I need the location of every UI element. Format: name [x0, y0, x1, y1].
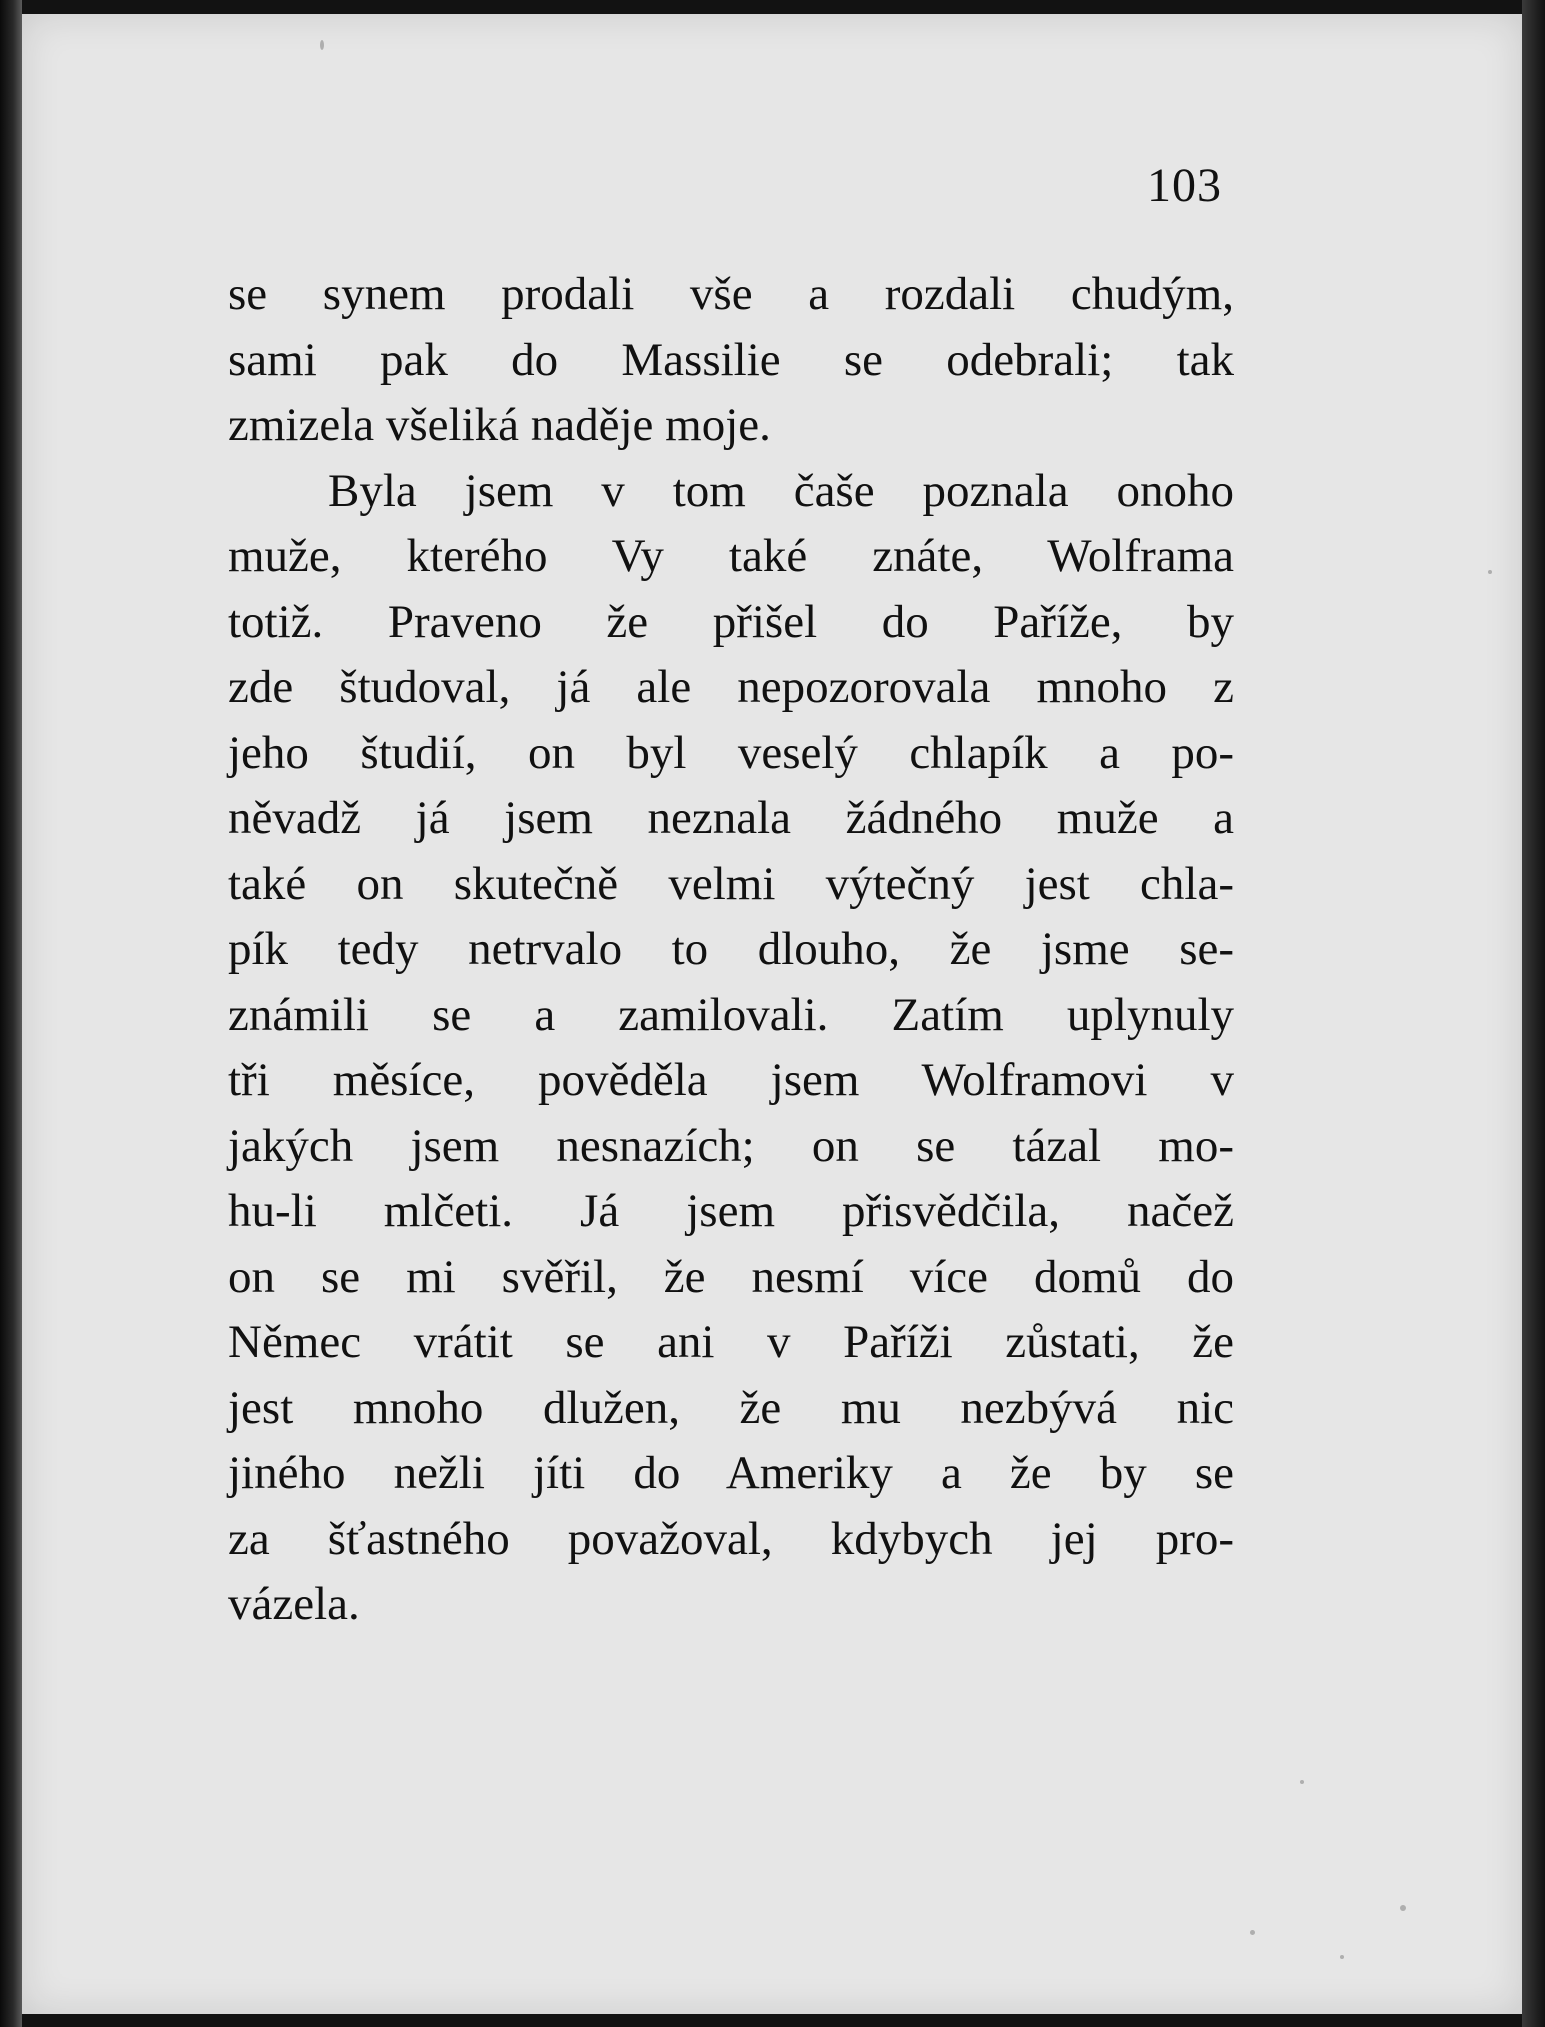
text-line: zde študoval, já ale nepozorovala mnoho z: [228, 661, 1234, 713]
text-line: sami pak do Massilie se odebrali; tak: [228, 333, 1234, 386]
text-line: muže, kterého Vy také znáte, Wolframa: [228, 530, 1234, 582]
page-number: 103: [1147, 159, 1222, 212]
text-line: on se mi svěřil, že nesmí více domů do: [228, 1250, 1234, 1303]
text-line: zmizela všeliká naděje moje.: [228, 399, 771, 451]
text-line: jakých jsem nesnazích; on se tázal mo-: [228, 1119, 1234, 1172]
text-line: Byla jsem v tom čaše poznala onoho: [328, 464, 1234, 517]
scan-speck: [1400, 1905, 1406, 1911]
scan-speck: [1250, 1930, 1255, 1935]
text-line: tři měsíce, pověděla jsem Wolframovi v: [228, 1054, 1234, 1106]
body-text: [228, 262, 1234, 1638]
text-line: hu-li mlčeti. Já jsem přisvědčila, načež: [228, 1185, 1234, 1237]
book-edge-right: [1522, 0, 1545, 2027]
text-line: známili se a zamilovali. Zatím uplynuly: [228, 988, 1234, 1041]
scan-speck: [1300, 1780, 1304, 1784]
text-line: za šťastného považoval, kdybych jej pro-: [228, 1512, 1234, 1565]
text-line: se synem prodali vše a rozdali chudým,: [228, 268, 1234, 320]
text-line: také on skutečně velmi výtečný jest chla-: [228, 857, 1234, 910]
scan-speck: [1488, 570, 1492, 574]
text-line: jest mnoho dlužen, že mu nezbývá nic: [228, 1381, 1234, 1434]
text-line: vázela.: [228, 1578, 360, 1630]
book-edge-left: [0, 0, 22, 2027]
text-line: pík tedy netrvalo to dlouho, že jsme se-: [228, 923, 1234, 975]
text-line: jiného nežli jíti do Ameriky a že by se: [228, 1447, 1234, 1499]
text-line: Němec vrátit se ani v Paříži zůstati, že: [228, 1316, 1234, 1368]
scan-speck: [1340, 1955, 1344, 1959]
text-line: totiž. Praveno že přišel do Paříže, by: [228, 595, 1234, 648]
text-line: něvadž já jsem neznala žádného muže a: [228, 792, 1234, 844]
scan-speck: [320, 40, 324, 50]
text-line: jeho študií, on byl veselý chlapík a po-: [228, 726, 1234, 779]
